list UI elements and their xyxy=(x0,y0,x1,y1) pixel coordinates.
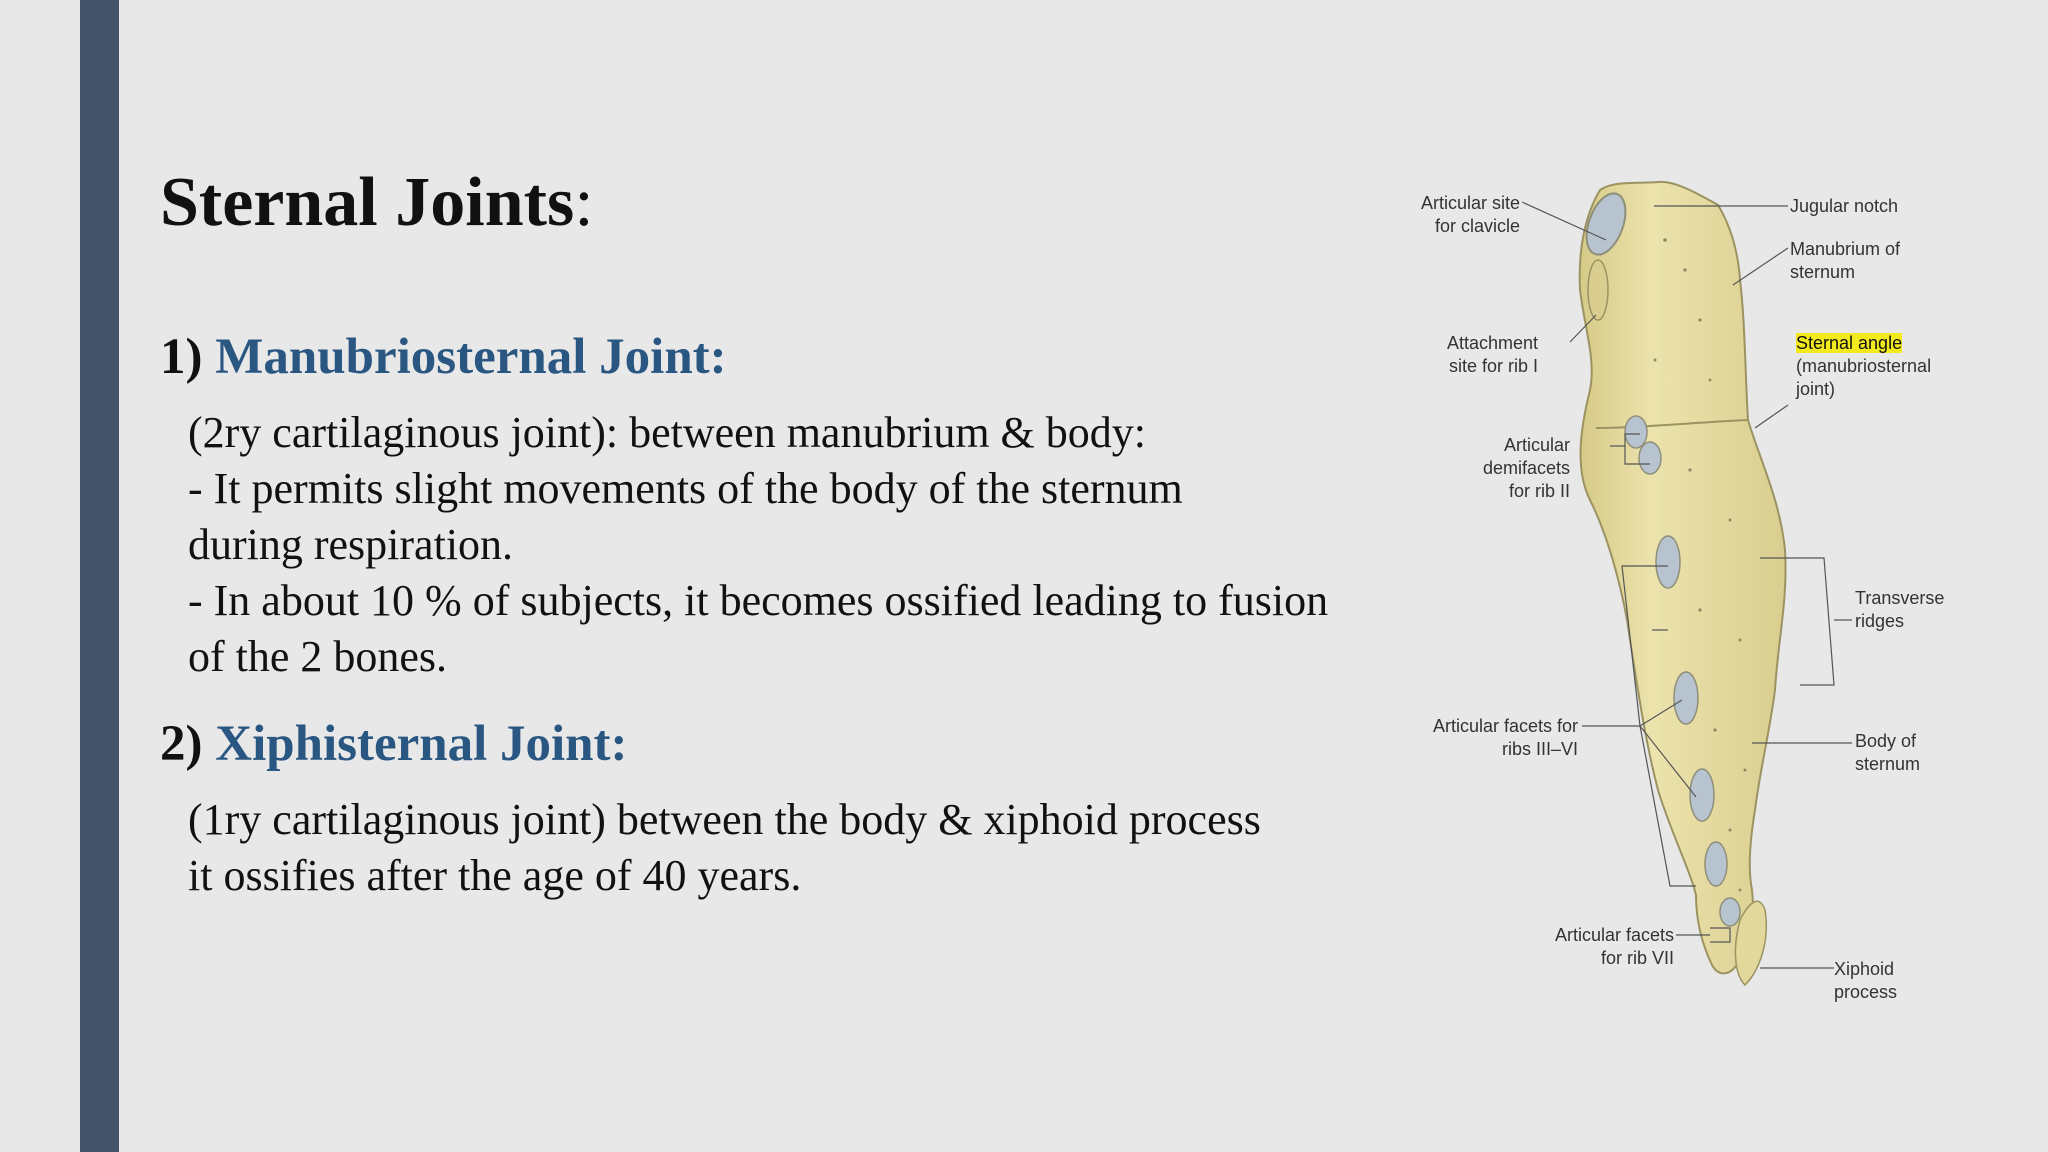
rib-facet xyxy=(1720,898,1740,926)
body-line: (2ry cartilaginous joint): between manubrium & body: xyxy=(188,408,1147,457)
body-line: during respiration. xyxy=(188,520,514,569)
label-transverse-ridges: Transverse ridges xyxy=(1855,588,1945,631)
section-heading-manubriosternal xyxy=(160,329,727,385)
section-title: Manubriosternal Joint: xyxy=(215,329,727,385)
label-body-of-sternum: Body of sternum xyxy=(1855,731,1921,774)
label-articular-facets-ribs3-6: Articular facets for ribs III–VI xyxy=(1432,716,1578,759)
rib-facet xyxy=(1625,416,1647,448)
sternum-illustration xyxy=(1400,170,1960,1020)
rib-facet xyxy=(1639,442,1661,474)
label-manubrium: Manubrium of sternum xyxy=(1790,239,1901,282)
section-number: 1) xyxy=(160,329,203,385)
label-articular-facets-rib7: Articular facets for rib VII xyxy=(1554,925,1674,968)
sternum-bone xyxy=(1580,182,1786,974)
label-jugular-notch: Jugular notch xyxy=(1790,196,1899,216)
label-sternal-angle: Sternal angle (manubriosternal joint) xyxy=(1796,333,1932,399)
section-heading-xiphisternal xyxy=(160,716,628,772)
label-articular-site-clavicle: Articular site for clavicle xyxy=(1420,193,1520,236)
body-line: of the 2 bones. xyxy=(188,632,448,681)
rib-facet xyxy=(1705,842,1727,886)
section-number: 2) xyxy=(160,716,203,772)
body-line: - In about 10 % of subjects, it becomes ossified leading to fusion xyxy=(188,576,1329,625)
rib-facet xyxy=(1674,672,1698,724)
section-title: Xiphisternal Joint: xyxy=(215,716,628,772)
rib-facet xyxy=(1656,536,1680,588)
label-attachment-rib1: Attachment site for rib I xyxy=(1446,333,1538,376)
sternal-angle-highlight: Sternal angle xyxy=(1796,333,1903,353)
body-line: it ossifies after the age of 40 years. xyxy=(188,851,802,900)
body-line: - It permits slight movements of the body of the sternum xyxy=(188,464,1183,513)
section-body-manubriosternal xyxy=(188,405,1328,685)
section-body-xiphisternal xyxy=(188,792,1261,904)
slide-accent-bar xyxy=(80,0,119,1152)
slide-title: Sternal Joints: xyxy=(160,164,594,241)
body-line: (1ry cartilaginous joint) between the body & xiphoid process xyxy=(188,795,1261,844)
rib-facet xyxy=(1690,769,1714,821)
label-xiphoid-process: Xiphoid process xyxy=(1834,959,1898,1002)
label-articular-demifacets-rib2: Articular demifacets for rib II xyxy=(1482,435,1570,501)
